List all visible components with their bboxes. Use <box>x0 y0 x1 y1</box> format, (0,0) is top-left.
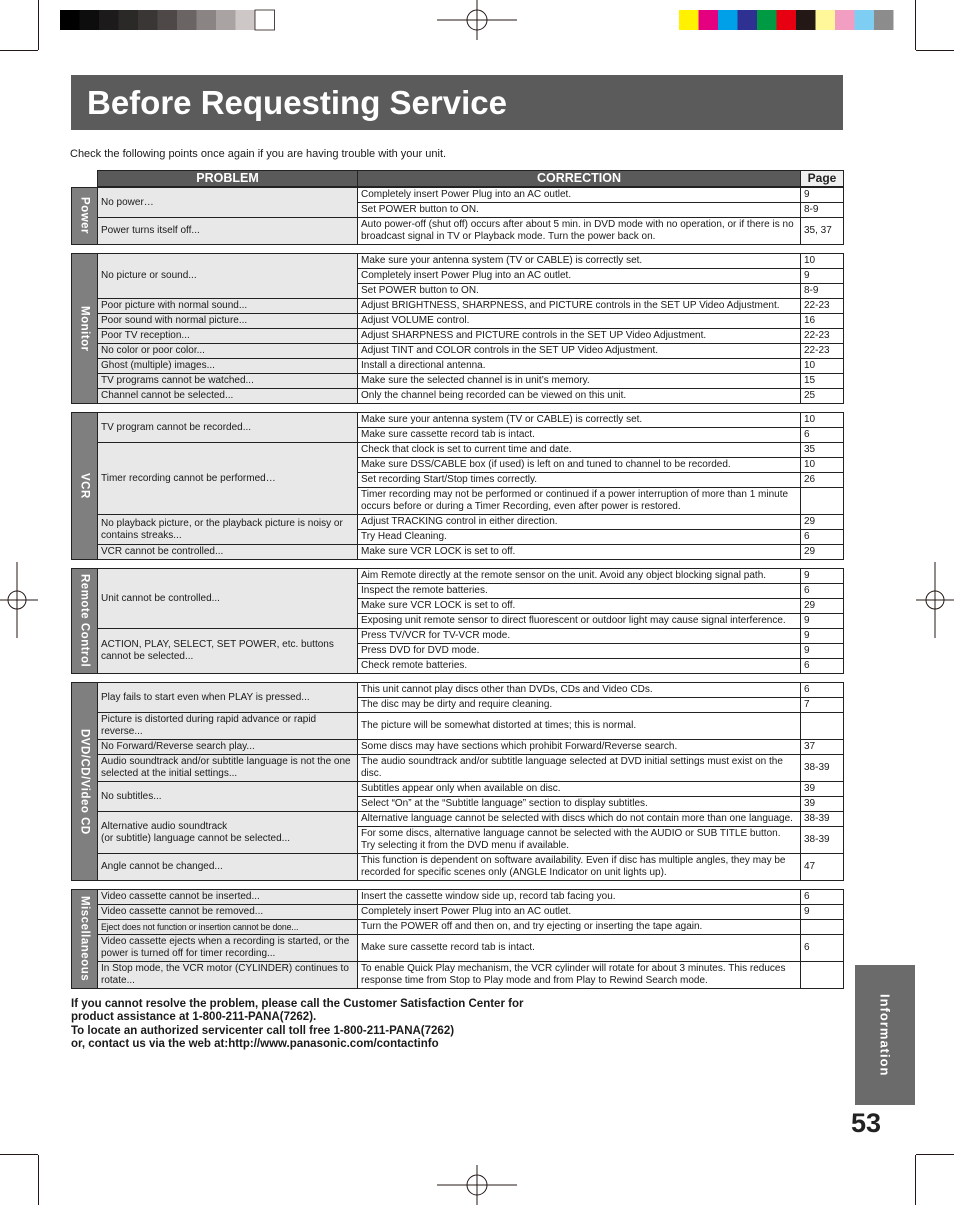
problem-cell: No color or poor color... <box>98 344 358 359</box>
problem-cell: In Stop mode, the VCR motor (CYLINDER) continues to rotate... <box>98 962 358 989</box>
gray-swatch <box>158 10 178 30</box>
problem-cell: No playback picture, or the playback picture is noisy or contains streaks... <box>98 515 358 545</box>
section-label-text: Miscellaneous <box>78 896 91 982</box>
problem-cell: Unit cannot be controlled... <box>98 569 358 629</box>
correction-cell: Exposing unit remote sensor to direct fluorescent or outdoor light may cause signal interference. <box>358 614 801 629</box>
page-ref-cell <box>801 713 844 740</box>
table-row <box>98 713 844 740</box>
correction-cell: Set POWER button to ON. <box>358 203 801 218</box>
page-title: Before Requesting Service <box>87 84 507 121</box>
footer-line: or, contact us via the web at:http://www.panasonic.com/contactinfo <box>71 1037 439 1050</box>
correction-cell: For some discs, alternative language cannot be selected with the AUDIO or SUB TITLE button. Try selecting it from the DVD menu if available. <box>358 827 801 854</box>
section-label-text: Monitor <box>78 305 91 352</box>
table-row <box>98 782 844 797</box>
problem-cell: Alternative audio soundtrack (or subtitle) language cannot be selected... <box>98 812 358 854</box>
correction-cell: This unit cannot play discs other than DVDs, CDs and Video CDs. <box>358 683 801 698</box>
problem-cell: No subtitles... <box>98 782 358 812</box>
page-ref-cell <box>801 488 844 515</box>
page-ref-cell: 8-9 <box>801 203 844 218</box>
page-ref-cell: 22-23 <box>801 344 844 359</box>
gray-swatch <box>138 10 158 30</box>
correction-cell: Check remote batteries. <box>358 659 801 674</box>
correction-cell: Set POWER button to ON. <box>358 284 801 299</box>
page-ref-cell: 29 <box>801 515 844 530</box>
table-row <box>98 740 844 755</box>
table-row <box>98 413 844 428</box>
problem-cell: Video cassette cannot be inserted... <box>98 890 358 905</box>
color-swatch <box>874 10 894 30</box>
correction-column-header: CORRECTION <box>358 171 801 187</box>
section-table <box>97 568 844 674</box>
table-row <box>98 314 844 329</box>
problem-cell: Audio soundtrack and/or subtitle language is not the one selected at the initial settings... <box>98 755 358 782</box>
page-ref-cell: 22-23 <box>801 329 844 344</box>
problem-cell: Channel cannot be selected... <box>98 389 358 404</box>
correction-cell: The audio soundtrack and/or subtitle language selected at DVD initial settings must exist on the disc. <box>358 755 801 782</box>
page-ref-cell: 38-39 <box>801 827 844 854</box>
crop-mark-bottom-left <box>0 1155 39 1205</box>
problem-cell: Poor picture with normal sound... <box>98 299 358 314</box>
section-label-text: Remote Control <box>78 574 91 668</box>
correction-cell: Press TV/VCR for TV-VCR mode. <box>358 629 801 644</box>
page-ref-cell: 6 <box>801 530 844 545</box>
page-ref-cell: 35 <box>801 443 844 458</box>
correction-cell: Set recording Start/Stop times correctly. <box>358 473 801 488</box>
page-ref-cell: 16 <box>801 314 844 329</box>
registration-mark-left <box>0 562 38 638</box>
correction-cell: The disc may be dirty and require cleaning. <box>358 698 801 713</box>
page-ref-cell <box>801 962 844 989</box>
section-label <box>71 187 97 245</box>
table-row <box>98 443 844 458</box>
problem-column-header: PROBLEM <box>98 171 358 187</box>
color-swatch <box>835 10 855 30</box>
correction-cell: Only the channel being recorded can be viewed on this unit. <box>358 389 801 404</box>
problem-cell: Poor sound with normal picture... <box>98 314 358 329</box>
color-swatch <box>816 10 836 30</box>
correction-cell: Completely insert Power Plug into an AC outlet. <box>358 269 801 284</box>
section-power <box>71 187 843 245</box>
table-row <box>98 545 844 560</box>
grayscale-color-bar <box>60 10 275 30</box>
correction-cell: Timer recording may not be performed or continued if a power interruption of more than 1 minute occurs before or during a Timer Recording, even after power is restored. <box>358 488 801 515</box>
page-ref-cell: 10 <box>801 413 844 428</box>
gray-swatch <box>216 10 236 30</box>
registration-mark-top <box>437 0 517 40</box>
section-label <box>71 412 97 560</box>
problem-cell: No picture or sound... <box>98 254 358 299</box>
problem-cell: Eject does not function or insertion cannot be done... <box>98 920 358 935</box>
correction-cell: Alternative language cannot be selected with discs which do not contain more than one language. <box>358 812 801 827</box>
correction-cell: Make sure your antenna system (TV or CABLE) is correctly set. <box>358 413 801 428</box>
page-ref-cell: 9 <box>801 614 844 629</box>
problem-cell: Picture is distorted during rapid advance or rapid reverse... <box>98 713 358 740</box>
correction-cell: Adjust SHARPNESS and PICTURE controls in the SET UP Video Adjustment. <box>358 329 801 344</box>
page-ref-cell: 29 <box>801 599 844 614</box>
table-row <box>98 329 844 344</box>
page-ref-cell: 10 <box>801 458 844 473</box>
table-row <box>98 890 844 905</box>
troubleshooting-table <box>71 170 843 1051</box>
problem-cell: ACTION, PLAY, SELECT, SET POWER, etc. buttons cannot be selected... <box>98 629 358 674</box>
section-table <box>97 889 844 989</box>
correction-cell: Install a directional antenna. <box>358 359 801 374</box>
page-ref-cell: 6 <box>801 935 844 962</box>
table-row <box>98 854 844 881</box>
correction-cell: Make sure the selected channel is in unit’s memory. <box>358 374 801 389</box>
section-table <box>97 682 844 881</box>
section-label <box>71 253 97 404</box>
page-ref-cell: 29 <box>801 545 844 560</box>
section-label <box>71 682 97 881</box>
correction-cell: To enable Quick Play mechanism, the VCR cylinder will rotate for about 3 minutes. This reduces response time from Stop to Play mode and from Play to Rewind Search mode. <box>358 962 801 989</box>
side-tab-information <box>855 965 915 1105</box>
correction-cell: Make sure DSS/CABLE box (if used) is left on and tuned to channel to be recorded. <box>358 458 801 473</box>
problem-cell: Play fails to start even when PLAY is pressed... <box>98 683 358 713</box>
page-ref-cell: 25 <box>801 389 844 404</box>
correction-cell: Adjust VOLUME control. <box>358 314 801 329</box>
page-ref-cell: 10 <box>801 254 844 269</box>
correction-cell: Completely insert Power Plug into an AC outlet. <box>358 905 801 920</box>
problem-cell: TV programs cannot be watched... <box>98 374 358 389</box>
correction-cell: Aim Remote directly at the remote sensor on the unit. Avoid any object blocking signal path. <box>358 569 801 584</box>
page-number: 53 <box>851 1108 882 1138</box>
correction-cell: Auto power-off (shut off) occurs after about 5 min. in DVD mode with no operation, or if there is no broadcast signal in TV or Playback mode. Turn the power back on. <box>358 218 801 245</box>
problem-cell: Video cassette ejects when a recording is started, or the power is turned off for timer recording... <box>98 935 358 962</box>
gray-swatch <box>99 10 119 30</box>
section-dvd-cd-video-cd <box>71 682 843 881</box>
page-ref-cell: 22-23 <box>801 299 844 314</box>
problem-cell: Video cassette cannot be removed... <box>98 905 358 920</box>
correction-cell: Subtitles appear only when available on disc. <box>358 782 801 797</box>
page-ref-cell: 15 <box>801 374 844 389</box>
table-row <box>98 374 844 389</box>
correction-cell: Adjust TRACKING control in either direction. <box>358 515 801 530</box>
correction-cell: Make sure cassette record tab is intact. <box>358 935 801 962</box>
page-ref-cell: 39 <box>801 782 844 797</box>
table-row <box>98 359 844 374</box>
page-ref-cell: 9 <box>801 569 844 584</box>
section-label-text: VCR <box>78 473 91 499</box>
footer-line: To locate an authorized servicenter call toll free 1-800-211-PANA(7262) <box>71 1024 455 1037</box>
problem-cell: Timer recording cannot be performed… <box>98 443 358 515</box>
page-ref-cell: 26 <box>801 473 844 488</box>
color-swatch <box>757 10 777 30</box>
correction-cell: This function is dependent on software availability. Even if disc has multiple angles, they may be recorded for specific scenes only (ANGLE Indicator on unit lights up). <box>358 854 801 881</box>
table-sections <box>71 187 843 989</box>
correction-cell: Make sure your antenna system (TV or CABLE) is correctly set. <box>358 254 801 269</box>
color-swatch <box>699 10 719 30</box>
table-row <box>98 218 844 245</box>
gray-swatch <box>197 10 217 30</box>
correction-cell: Adjust TINT and COLOR controls in the SET UP Video Adjustment. <box>358 344 801 359</box>
page-ref-cell <box>801 920 844 935</box>
crop-mark-top-right <box>916 0 954 51</box>
problem-cell: Angle cannot be changed... <box>98 854 358 881</box>
table-row <box>98 344 844 359</box>
correction-cell: Make sure VCR LOCK is set to off. <box>358 545 801 560</box>
table-row <box>98 920 844 935</box>
correction-cell: Adjust BRIGHTNESS, SHARPNESS, and PICTURE controls in the SET UP Video Adjustment. <box>358 299 801 314</box>
color-swatch <box>738 10 758 30</box>
page-ref-cell: 38-39 <box>801 812 844 827</box>
table-row <box>98 629 844 644</box>
correction-cell: Select “On” at the “Subtitle language” section to display subtitles. <box>358 797 801 812</box>
correction-cell: Check that clock is set to current time and date. <box>358 443 801 458</box>
section-label-text: DVD/CD/Video CD <box>78 728 91 835</box>
table-row <box>98 515 844 530</box>
crop-mark-top-left <box>0 0 39 51</box>
table-row <box>98 188 844 203</box>
problem-cell: No power… <box>98 188 358 218</box>
page-ref-cell: 8-9 <box>801 284 844 299</box>
registration-mark-right <box>916 562 954 638</box>
table-row <box>98 935 844 962</box>
table-row <box>98 254 844 269</box>
page-ref-cell: 37 <box>801 740 844 755</box>
correction-cell: Inspect the remote batteries. <box>358 584 801 599</box>
table-row <box>98 812 844 827</box>
section-label <box>71 889 97 989</box>
page-ref-cell: 9 <box>801 905 844 920</box>
gray-swatch <box>80 10 100 30</box>
footer-contact-info <box>71 998 843 1051</box>
page-ref-cell: 47 <box>801 854 844 881</box>
color-swatch <box>855 10 875 30</box>
correction-cell: Some discs may have sections which prohibit Forward/Reverse search. <box>358 740 801 755</box>
correction-cell: Press DVD for DVD mode. <box>358 644 801 659</box>
problem-cell: VCR cannot be controlled... <box>98 545 358 560</box>
correction-cell: Make sure VCR LOCK is set to off. <box>358 599 801 614</box>
process-color-bar <box>679 10 894 30</box>
table-row <box>98 389 844 404</box>
page-ref-cell: 38-39 <box>801 755 844 782</box>
correction-cell: The picture will be somewhat distorted at times; this is normal. <box>358 713 801 740</box>
correction-cell: Completely insert Power Plug into an AC outlet. <box>358 188 801 203</box>
color-swatch <box>718 10 738 30</box>
section-table <box>97 412 844 560</box>
section-table <box>97 253 844 404</box>
correction-cell: Insert the cassette window side up, record tab facing you. <box>358 890 801 905</box>
side-tab-label: Information <box>877 993 893 1077</box>
page-ref-cell: 7 <box>801 698 844 713</box>
page-ref-cell: 9 <box>801 269 844 284</box>
page-ref-cell: 6 <box>801 584 844 599</box>
page-ref-cell: 39 <box>801 797 844 812</box>
gray-swatch <box>236 10 256 30</box>
gray-swatch <box>255 10 275 30</box>
section-table <box>97 187 844 245</box>
intro-text: Check the following points once again if you are having trouble with your unit. <box>70 148 447 160</box>
page-ref-cell: 10 <box>801 359 844 374</box>
table-row <box>98 569 844 584</box>
section-monitor <box>71 253 843 404</box>
page-ref-cell: 9 <box>801 188 844 203</box>
color-swatch <box>796 10 816 30</box>
page-ref-cell: 35, 37 <box>801 218 844 245</box>
gray-swatch <box>177 10 197 30</box>
correction-cell: Make sure cassette record tab is intact. <box>358 428 801 443</box>
problem-cell: Ghost (multiple) images... <box>98 359 358 374</box>
page-ref-cell: 9 <box>801 644 844 659</box>
table-row <box>98 299 844 314</box>
section-label-text: Power <box>78 197 91 235</box>
gray-swatch <box>60 10 80 30</box>
page-ref-cell: 9 <box>801 629 844 644</box>
color-swatch <box>777 10 797 30</box>
title-bar <box>71 75 843 130</box>
problem-cell: TV program cannot be recorded... <box>98 413 358 443</box>
table-row <box>98 683 844 698</box>
footer-line: If you cannot resolve the problem, please call the Customer Satisfaction Center for <box>71 998 524 1010</box>
color-swatch <box>679 10 699 30</box>
footer-line: product assistance at 1-800-211-PANA(7262). <box>71 1011 317 1024</box>
table-row <box>98 962 844 989</box>
gray-swatch <box>119 10 139 30</box>
registration-mark-bottom <box>437 1165 517 1205</box>
page-ref-cell: 6 <box>801 683 844 698</box>
section-vcr <box>71 412 843 560</box>
table-row <box>98 905 844 920</box>
page-ref-cell: 6 <box>801 659 844 674</box>
problem-cell: Power turns itself off... <box>98 218 358 245</box>
problem-cell: Poor TV reception... <box>98 329 358 344</box>
problem-cell: No Forward/Reverse search play... <box>98 740 358 755</box>
table-header-row <box>98 171 844 187</box>
correction-cell: Try Head Cleaning. <box>358 530 801 545</box>
page-ref-cell: 6 <box>801 428 844 443</box>
section-miscellaneous <box>71 889 843 989</box>
correction-cell: Turn the POWER off and then on, and try ejecting or inserting the tape again. <box>358 920 801 935</box>
page-ref-cell: 6 <box>801 890 844 905</box>
table-header <box>97 170 844 187</box>
section-label <box>71 568 97 674</box>
page-column-header: Page <box>801 171 844 187</box>
table-row <box>98 755 844 782</box>
section-remote-control <box>71 568 843 674</box>
crop-mark-bottom-right <box>916 1155 954 1205</box>
